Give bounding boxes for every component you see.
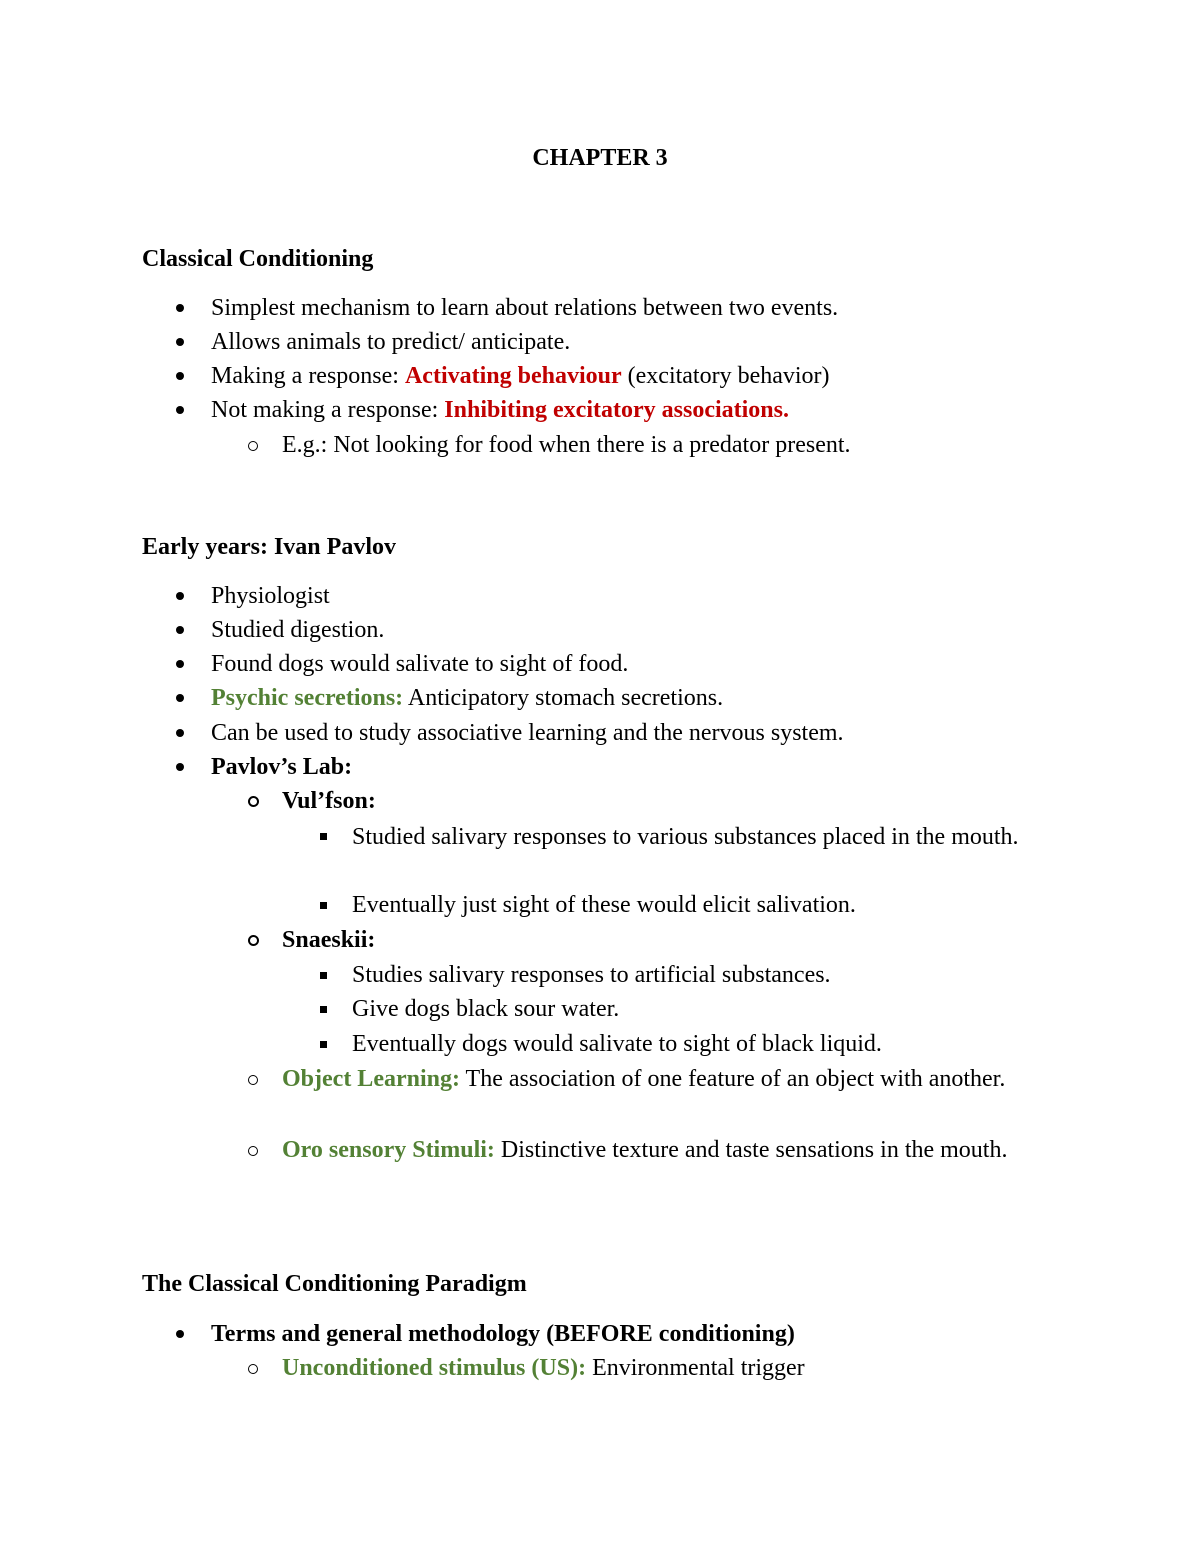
list-item: Found dogs would salivate to sight of food. bbox=[211, 651, 629, 677]
bullet-circle bbox=[248, 796, 259, 807]
list-item: Eventually dogs would salivate to sight of black liquid. bbox=[352, 1031, 882, 1057]
bullet-circle bbox=[248, 1075, 258, 1085]
defined-term: Object Learning: bbox=[282, 1066, 460, 1092]
item-prefix: Not making a response: bbox=[211, 397, 445, 423]
list-item bbox=[282, 1062, 1057, 1096]
bullet-dot bbox=[176, 694, 184, 702]
bullet-dot bbox=[176, 406, 184, 414]
list-item: Studied digestion. bbox=[211, 617, 385, 643]
chapter-title: CHAPTER 3 bbox=[532, 145, 668, 171]
bullet-circle bbox=[248, 1146, 258, 1156]
definition: Environmental trigger bbox=[586, 1355, 805, 1381]
definition: Anticipatory stomach secretions. bbox=[403, 685, 724, 711]
list-item: Vul’fson: bbox=[282, 788, 376, 814]
bullet-dot bbox=[176, 372, 184, 380]
highlight-term: Inhibiting excitatory associations. bbox=[444, 397, 789, 423]
list-item: Studied salivary responses to various substances placed in the mouth. bbox=[352, 824, 1019, 850]
list-item bbox=[211, 359, 830, 393]
bullet-dot bbox=[176, 304, 184, 312]
item-text: Terms and general methodology bbox=[211, 1321, 541, 1347]
defined-term: Psychic secretions: bbox=[211, 685, 404, 711]
list-item bbox=[211, 393, 789, 427]
highlight-term: Activating behaviour bbox=[404, 363, 622, 389]
list-item: Give dogs black sour water. bbox=[352, 996, 620, 1022]
bullet-square bbox=[320, 972, 327, 979]
bullet-dot bbox=[176, 626, 184, 634]
bullet-dot bbox=[176, 1330, 184, 1338]
list-item: Studies salivary responses to artificial substances. bbox=[352, 962, 831, 988]
bullet-dot bbox=[176, 763, 184, 771]
bullet-square bbox=[320, 902, 327, 909]
bullet-square bbox=[320, 833, 327, 840]
list-item bbox=[282, 1133, 1057, 1167]
bullet-dot bbox=[176, 660, 184, 668]
definition: Distinctive texture and taste sensations in the mouth. bbox=[494, 1137, 1008, 1163]
bullet-dot bbox=[176, 338, 184, 346]
defined-term: Oro sensory Stimuli: bbox=[282, 1137, 495, 1163]
list-item: Can be used to study associative learning and the nervous system. bbox=[211, 720, 844, 746]
defined-term: Unconditioned stimulus (US): bbox=[282, 1355, 587, 1381]
bullet-circle bbox=[248, 1364, 258, 1374]
item-prefix: Making a response: bbox=[211, 363, 405, 389]
item-suffix: (BEFORE conditioning) bbox=[540, 1321, 795, 1347]
list-item: Snaeskii: bbox=[282, 927, 376, 953]
bullet-dot bbox=[176, 592, 184, 600]
bullet-circle bbox=[248, 441, 258, 451]
bullet-square bbox=[320, 1041, 327, 1048]
list-item: Physiologist bbox=[211, 583, 330, 609]
list-item bbox=[282, 1351, 805, 1385]
list-item: Simplest mechanism to learn about relations between two events. bbox=[211, 295, 839, 321]
list-item: Pavlov’s Lab: bbox=[211, 754, 353, 780]
bullet-circle bbox=[248, 935, 259, 946]
definition: The association of one feature of an object with another. bbox=[459, 1066, 1006, 1092]
bullet-dot bbox=[176, 729, 184, 737]
list-item bbox=[211, 1317, 795, 1351]
list-item bbox=[211, 681, 723, 715]
list-item: Eventually just sight of these would elicit salivation. bbox=[352, 892, 856, 918]
section-heading-classical-conditioning: Classical Conditioning bbox=[142, 246, 374, 272]
section-heading-early-years: Early years: Ivan Pavlov bbox=[142, 534, 396, 560]
list-item: E.g.: Not looking for food when there is a predator present. bbox=[282, 432, 851, 458]
item-suffix: (excitatory behavior) bbox=[621, 363, 830, 389]
list-item: Allows animals to predict/ anticipate. bbox=[211, 329, 571, 355]
bullet-square bbox=[320, 1006, 327, 1013]
section-heading-paradigm: The Classical Conditioning Paradigm bbox=[142, 1271, 527, 1297]
